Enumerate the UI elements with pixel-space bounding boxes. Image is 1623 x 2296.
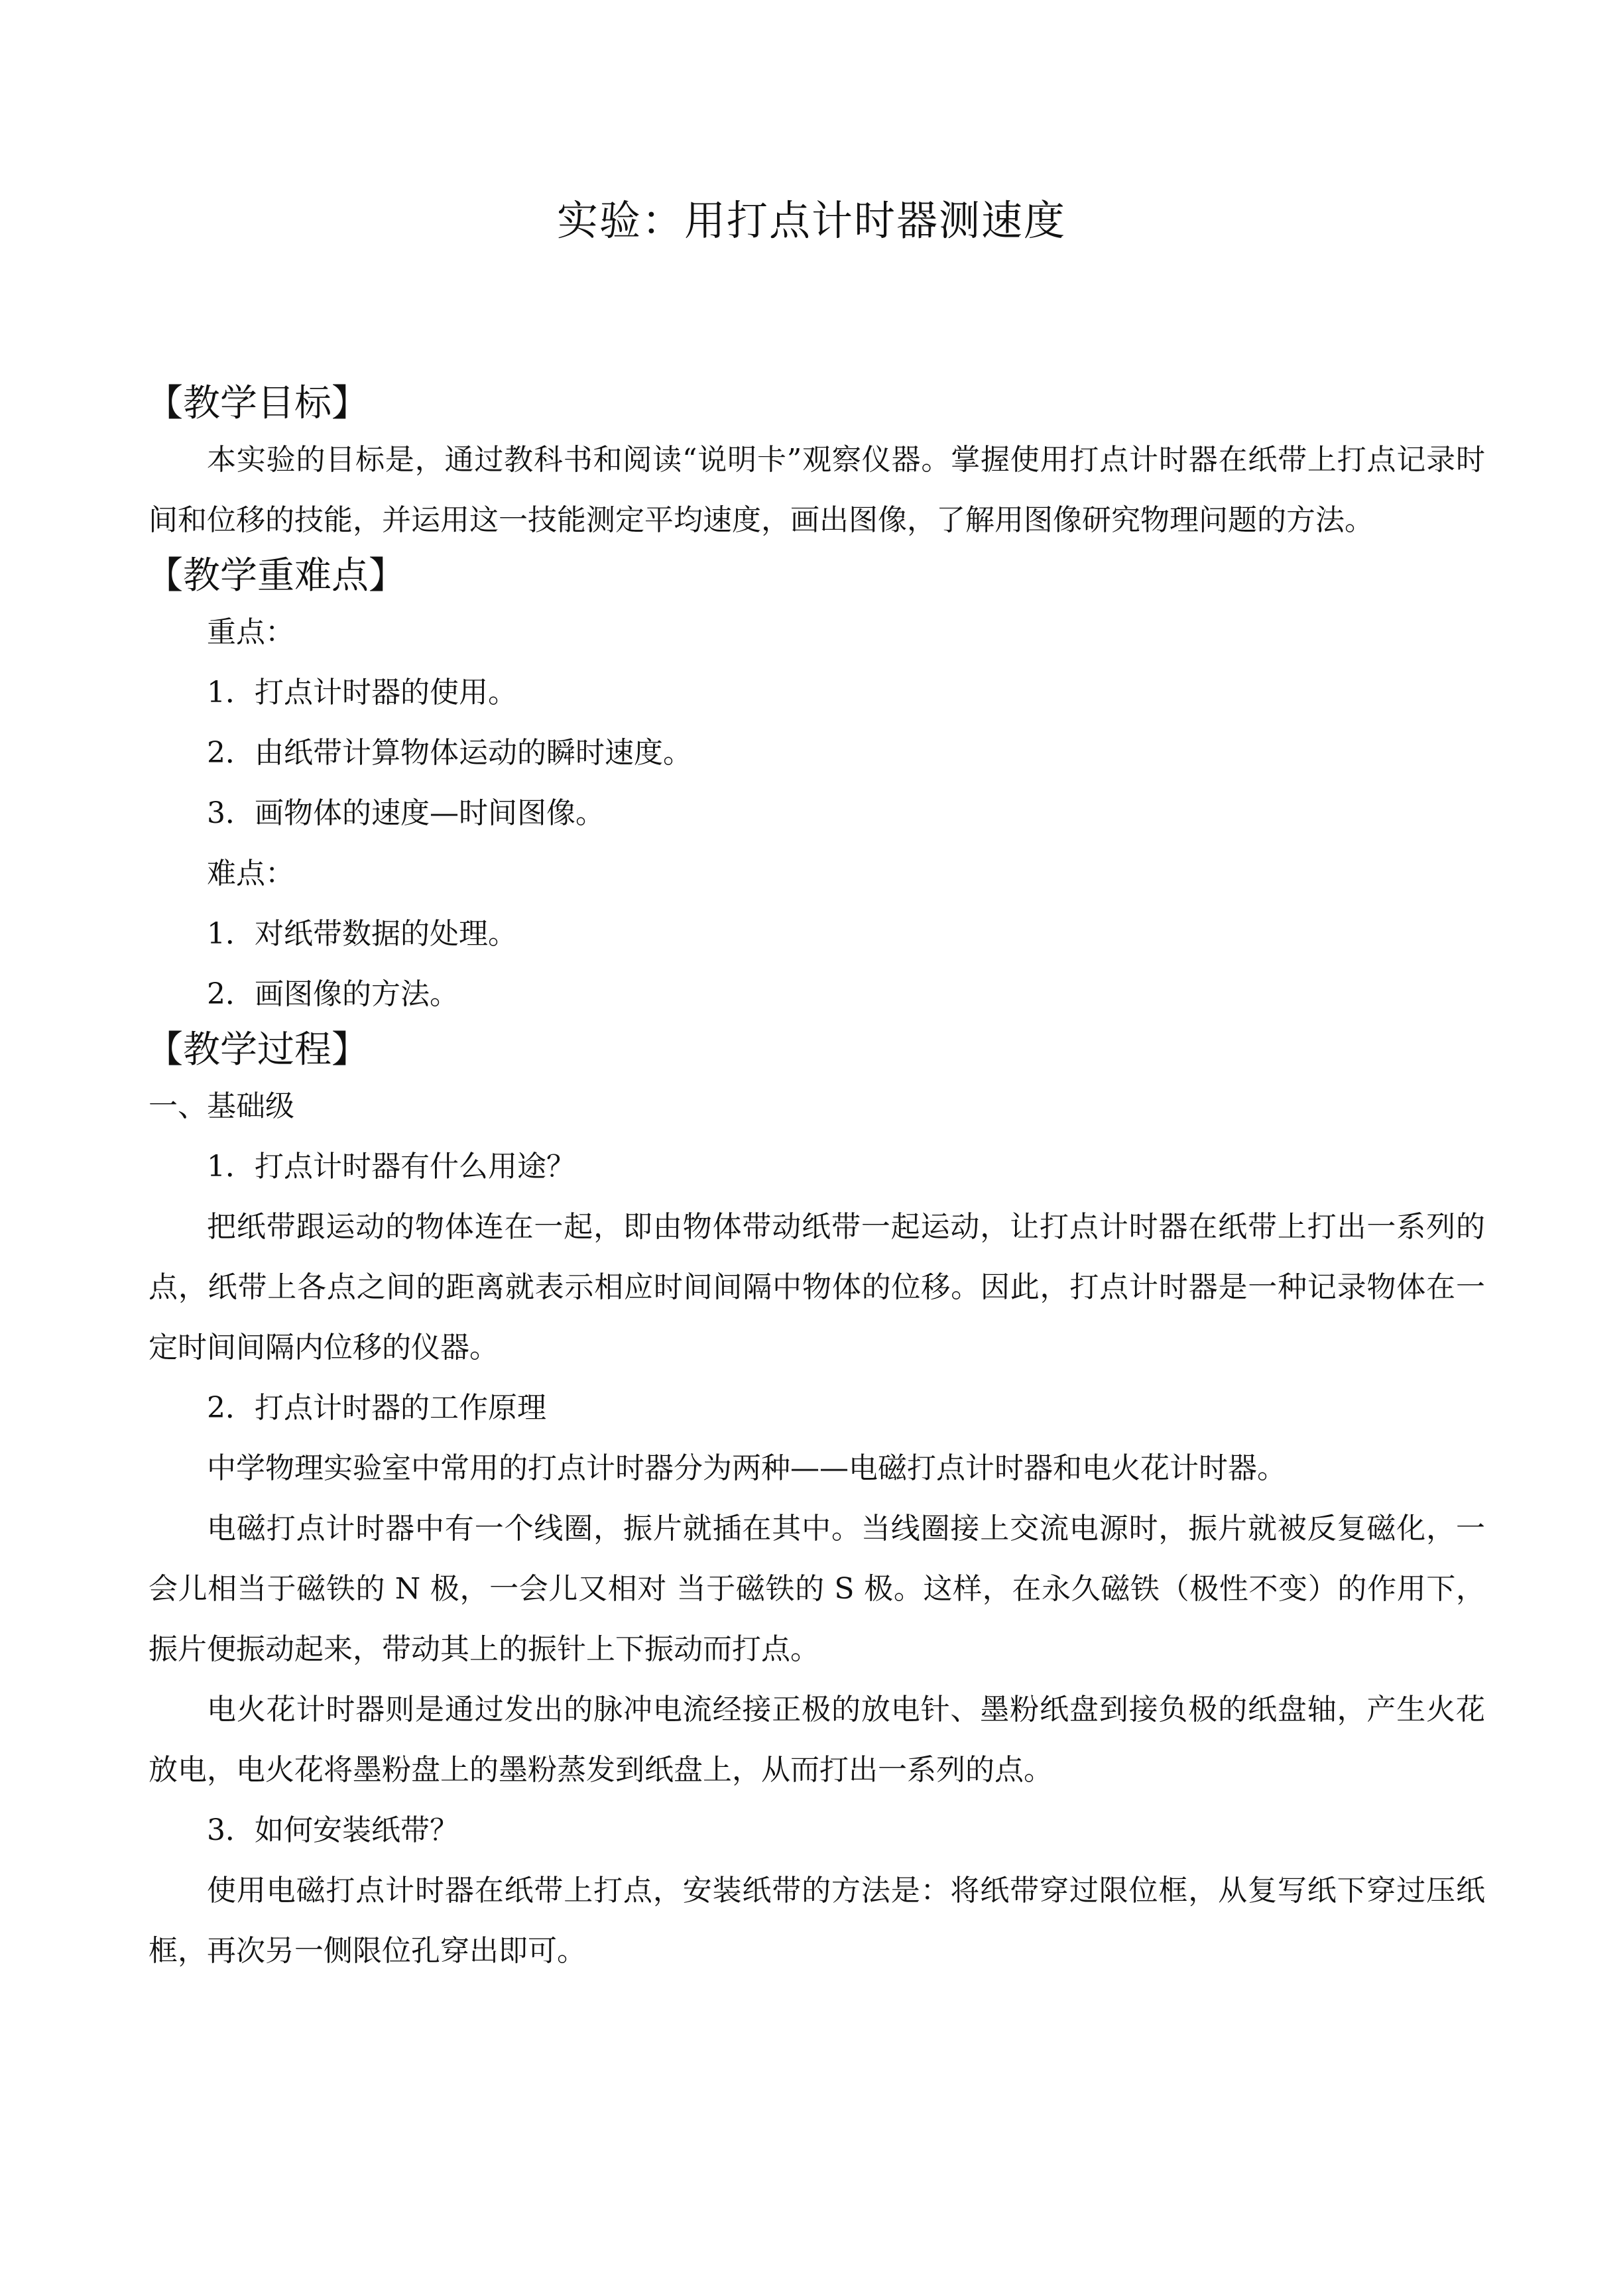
difficulty-item: 1．对纸带数据的处理。	[207, 917, 517, 951]
objectives-paragraph: 本实验的目标是，通过教科书和阅读“说明卡”观察仪器。掌握使用打点计时器在纸带上打点记录时间和位移的技能，并运用这一技能测定平均速度，画出图像，了解用图像研究物理问题的方法。	[149, 443, 1485, 537]
difficulty-item: 2．画图像的方法。	[207, 977, 459, 1011]
process-heading: 【教学过程】	[146, 1028, 369, 1071]
focus-label: 重点：	[207, 615, 294, 649]
answer-1: 把纸带跟运动的物体连在一起，即由物体带动纸带一起运动，让打点计时器在纸带上打出一系列的点，纸带上各点之间的距离就表示相应时间间隔中物体的位移。因此，打点计时器是一种记录物体在一定时间间隔内位移的仪器。	[149, 1210, 1485, 1364]
objectives-heading: 【教学目标】	[146, 382, 369, 425]
question-1: 1．打点计时器有什么用途？	[207, 1150, 575, 1183]
answer-2-paragraph-2: 电磁打点计时器中有一个线圈，振片就插在其中。当线圈接上交流电源时，振片就被反复磁化，一会儿相当于磁铁的 N 极，一会儿又相对 当于磁铁的 S 极。这样，在永久磁铁（极性不变）的作用下，振片便振动起来，带动其上的振针上下振动而打点。	[149, 1512, 1485, 1666]
focus-item: 1．打点计时器的使用。	[207, 676, 517, 709]
level-label: 一、基础级	[149, 1089, 294, 1123]
answer-3: 使用电磁打点计时器在纸带上打点，安装纸带的方法是：将纸带穿过限位框，从复写纸下穿过压纸框，再次另一侧限位孔穿出即可。	[149, 1874, 1485, 1968]
question-2: 2．打点计时器的工作原理	[207, 1391, 546, 1425]
question-3: 3．如何安装纸带？	[207, 1813, 459, 1847]
document-body	[146, 378, 1485, 1981]
answer-2-paragraph-3: 电火花计时器则是通过发出的脉冲电流经接正极的放电针、墨粉纸盘到接负极的纸盘轴，产生火花放电，电火花将墨粉盘上的墨粉蒸发到纸盘上，从而打出一系列的点。	[149, 1693, 1485, 1787]
focus-item: 3．画物体的速度—时间图像。	[207, 796, 605, 830]
difficulty-label: 难点：	[207, 857, 294, 890]
key-points-heading: 【教学重难点】	[146, 554, 406, 597]
focus-item: 2．由纸带计算物体运动的瞬时速度。	[207, 736, 692, 770]
answer-2-paragraph-1: 中学物理实验室中常用的打点计时器分为两种——电磁打点计时器和电火花计时器。	[207, 1451, 1286, 1485]
document-title: 实验：用打点计时器测速度	[556, 196, 1066, 245]
